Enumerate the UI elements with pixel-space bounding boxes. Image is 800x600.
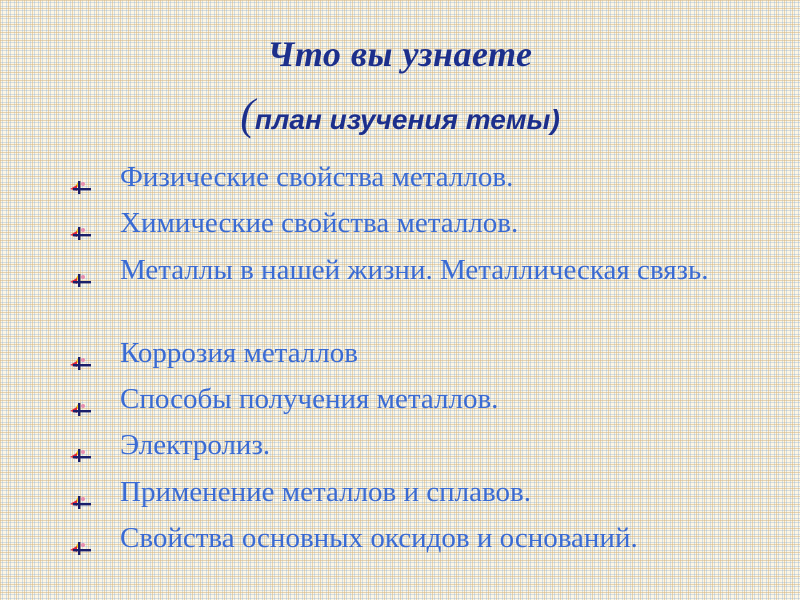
subtitle-close-paren: ) (550, 104, 560, 135)
item-text: Металлы в нашей жизни. Металлическая связь. (120, 254, 709, 286)
bullet-icon (68, 484, 94, 502)
slide-title: Что вы узнаете (267, 34, 533, 74)
bullet-icon (68, 391, 94, 409)
list-item (120, 160, 760, 194)
list-item (120, 382, 760, 416)
bullet-icon (68, 169, 94, 187)
item-text: Физические свойства металлов. (120, 161, 514, 193)
list-item (120, 475, 760, 509)
bullet-icon (68, 437, 94, 455)
item-text: Электролиз. (120, 429, 271, 461)
list-item (120, 336, 760, 370)
list-item (120, 206, 760, 240)
list-item (120, 253, 760, 287)
item-text: Применение металлов и сплавов. (120, 476, 531, 508)
item-text: Коррозия металлов (120, 337, 358, 369)
subtitle-text: план изучения темы (254, 104, 551, 135)
subtitle-open-paren: ( (240, 90, 255, 139)
bullet-icon (68, 215, 94, 233)
list-item (120, 521, 640, 555)
item-text: Способы получения металлов. (120, 383, 499, 415)
item-text: Свойства основных оксидов и оснований. (120, 522, 638, 554)
item-text: Химические свойства металлов. (120, 207, 519, 239)
bullet-icon (68, 262, 94, 280)
list-item (120, 428, 760, 462)
bullet-icon (68, 345, 94, 363)
bullet-icon (68, 530, 94, 548)
